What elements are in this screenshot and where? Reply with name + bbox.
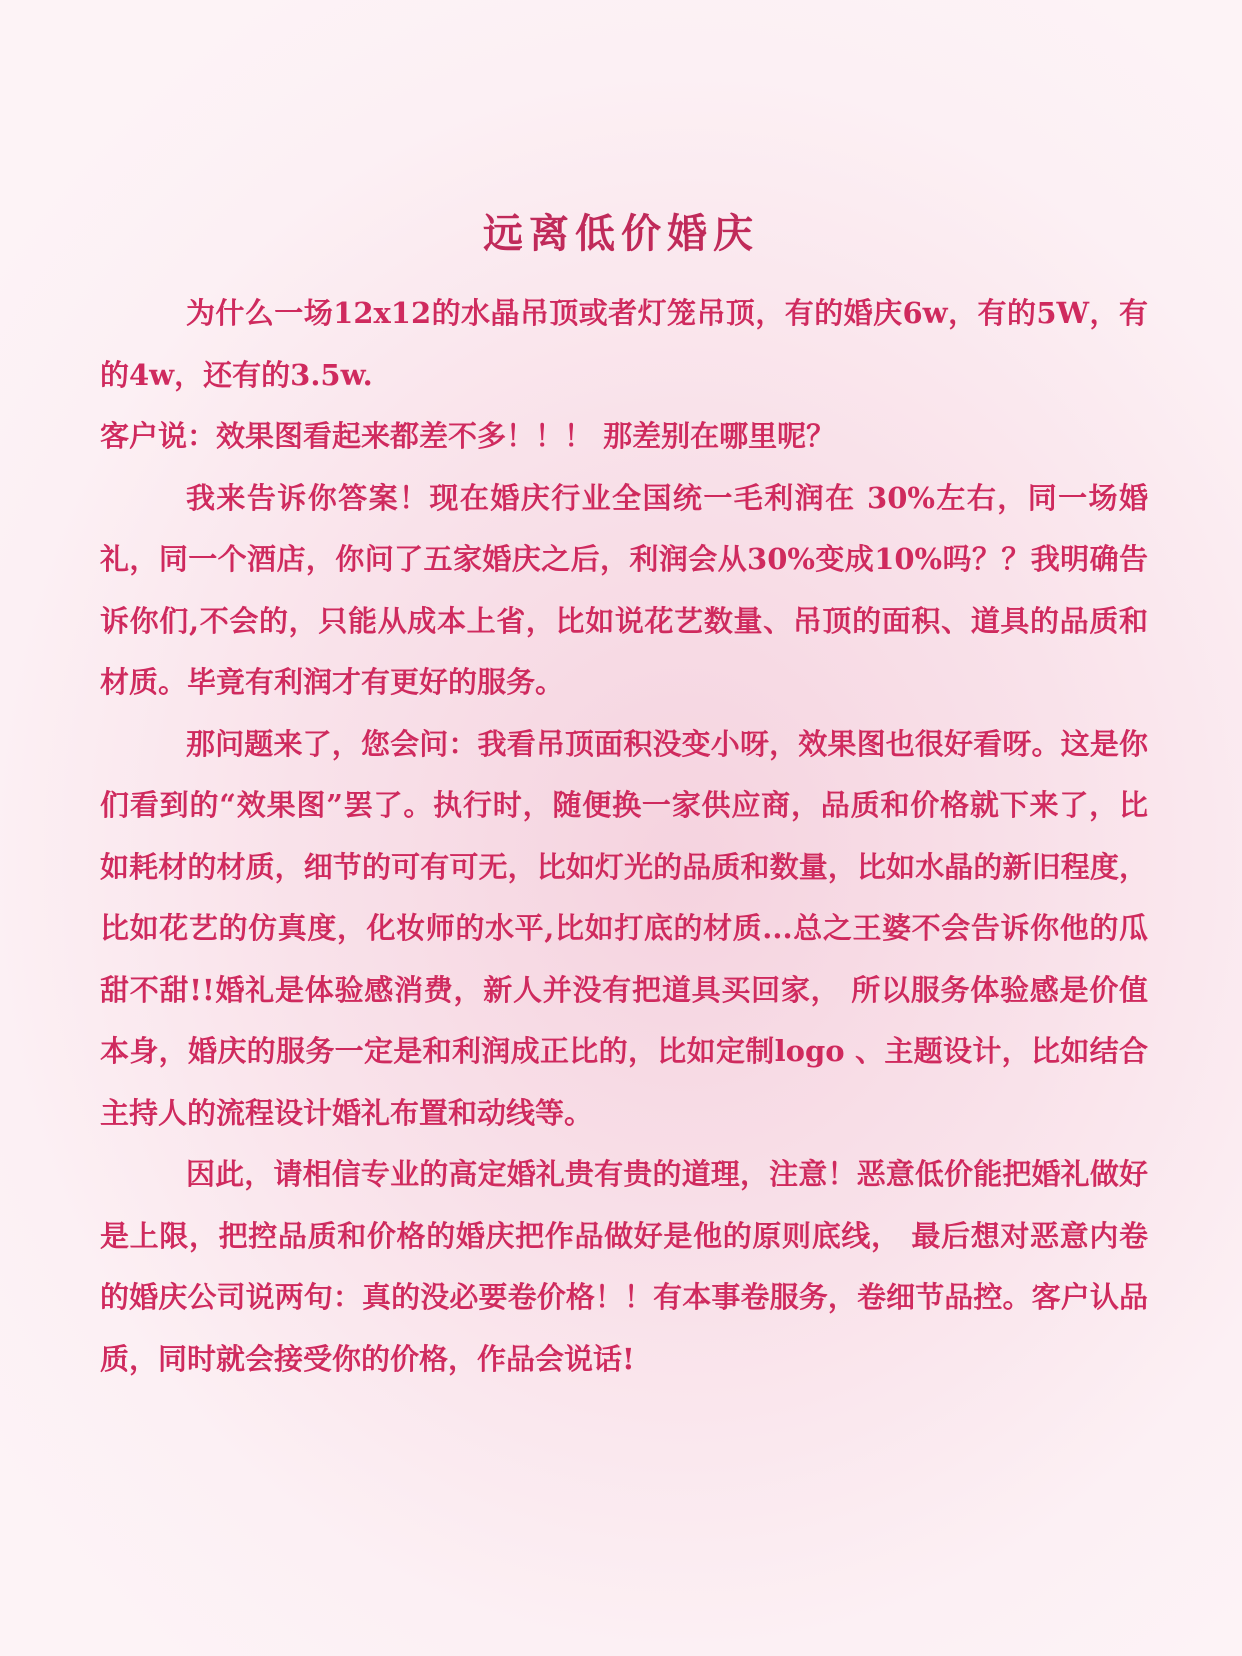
paragraph-customer-says: 客户说：效果图看起来都差不多！！！ 那差别在哪里呢？ [100, 419, 836, 453]
page-title: 远离低价婚庆 [483, 211, 759, 257]
paragraph-conclusion: 因此，请相信专业的高定婚礼贵有贵的道理，注意！恶意低价能把婚礼做好是上限，把控品质和价格的婚庆把作品做好是他的原则底线， 最后想对恶意内卷的婚庆公司说两句：真的没必要卷价格！！有本事卷服务，卷细节品控。客户认品质，同时就会接受你的价格，作品会说话! [100, 1157, 1148, 1376]
paragraph-price-question: 为什么一场12x12的水晶吊顶或者灯笼吊顶，有的婚庆6w，有的5W，有的4w，还有的3.5w. [100, 296, 1148, 392]
article-body [100, 283, 1148, 1390]
paragraph-rendering-truth: 那问题来了，您会问：我看吊顶面积没变小呀，效果图也很好看呀。这是你们看到的“效果图”罢了。执行时，随便换一家供应商，品质和价格就下来了，比如耗材的材质，细节的可有可无，比如灯光的品质和数量，比如水晶的新旧程度，比如花艺的仿真度，化妆师的水平,比如打底的材质...总之王婆不会告诉你他的瓜甜不甜!!婚礼是体验感消费，新人并没有把道具买回家， 所以服务体验感是价值本身，婚庆的服务一定是和利润成正比的，比如定制logo 、主题设计，比如结合主持人的流程设计婚礼布置和动线等。 [100, 726, 1148, 1130]
paragraph-profit-answer: 我来告诉你答案！现在婚庆行业全国统一毛利润在 30%左右，同一场婚礼，同一个酒店，你问了五家婚庆之后，利润会从30%变成10%吗？？我明确告诉你们,不会的，只能从成本上省，比如说花艺数量、吊顶的面积、道具的品质和材质。毕竟有利润才有更好的服务。 [100, 480, 1148, 699]
